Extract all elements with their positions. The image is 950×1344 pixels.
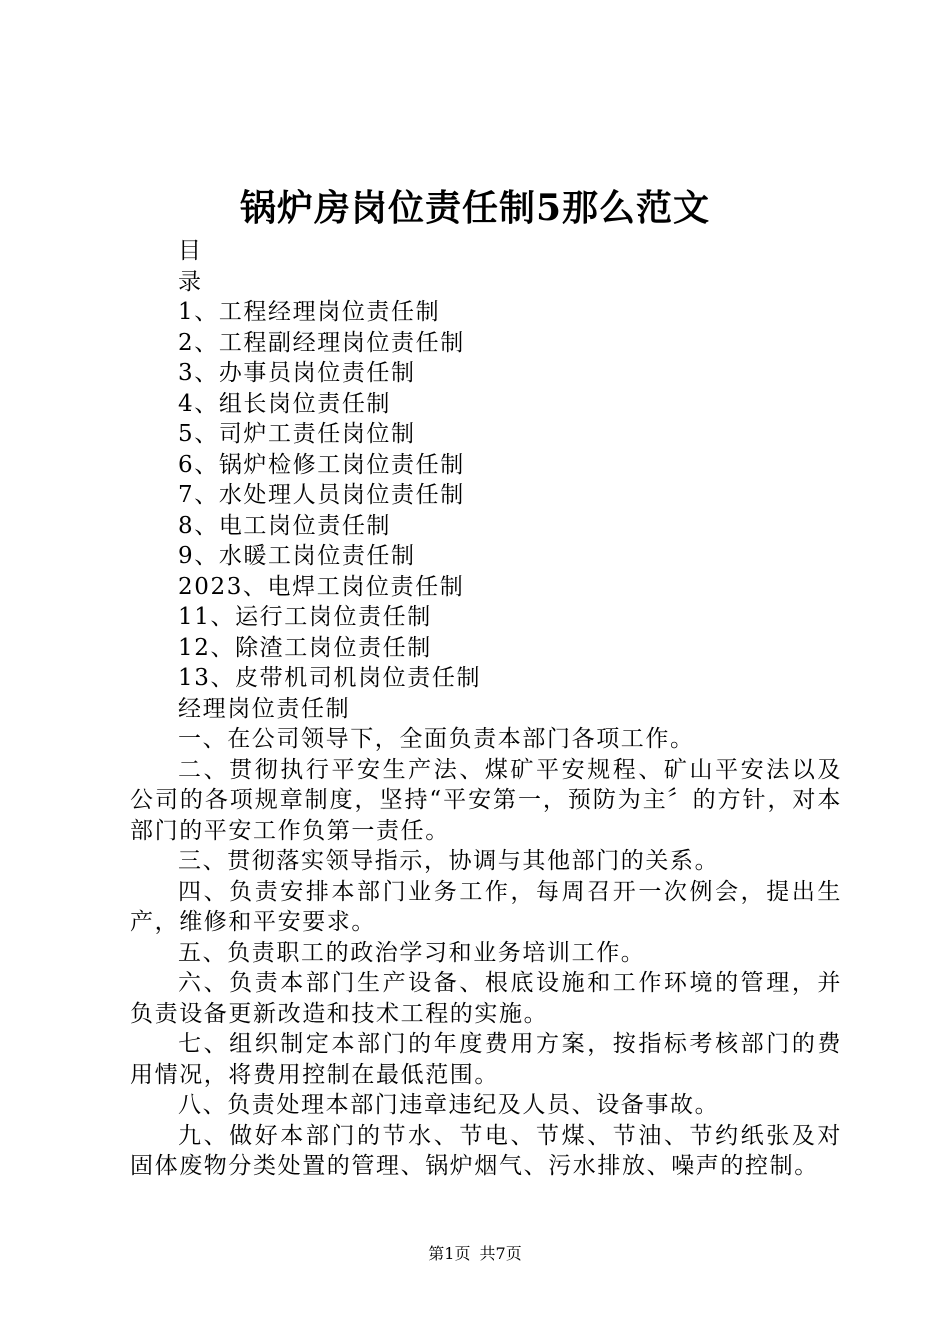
paragraph: 三、贯彻落实领导指示，协调与其他部门的关系。 [178, 848, 720, 874]
paragraph: 六、负责本部门生产设备、根底设施和工作环境的管理，并负责设备更新改造和技术工程的实施。 [130, 970, 842, 1027]
toc-item: 5、司炉工责任岗位制 [178, 421, 416, 447]
document-body [130, 236, 842, 1182]
paragraph: 四、负责安排本部门业务工作，每周召开一次例会，提出生产，维修和平安要求。 [130, 878, 842, 935]
page-number: 第1页 [428, 1244, 471, 1263]
paragraph: 七、组织制定本部门的年度费用方案，按指标考核部门的费用情况，将费用控制在最低范围。 [130, 1031, 842, 1088]
page-footer [0, 1243, 950, 1265]
toc-item: 8、电工岗位责任制 [178, 512, 392, 539]
toc-item: 3、办事员岗位责任制 [178, 360, 416, 386]
toc-item: 13、皮带机司机岗位责任制 [178, 665, 482, 691]
toc-item: 11、运行工岗位责任制 [178, 604, 432, 630]
toc-item: 2、工程副经理岗位责任制 [178, 329, 465, 356]
toc-item: 9、水暖工岗位责任制 [178, 543, 416, 569]
paragraph: 八、负责处理本部门违章违纪及人员、设备事故。 [178, 1092, 720, 1118]
toc-item: 6、锅炉检修工岗位责任制 [178, 451, 465, 478]
page-title: 锅炉房岗位责任制5那么范文 [239, 187, 711, 229]
toc-heading: 目 [178, 238, 203, 264]
page-total: 共7页 [479, 1244, 522, 1263]
paragraph: 五、负责职工的政治学习和业务培训工作。 [178, 939, 646, 966]
toc-item: 1、工程经理岗位责任制 [178, 299, 441, 325]
toc-item: 2023、电焊工岗位责任制 [178, 573, 465, 600]
toc-item: 4、组长岗位责任制 [178, 390, 392, 417]
toc-item: 12、除渣工岗位责任制 [178, 634, 432, 661]
toc-item: 7、水处理人员岗位责任制 [178, 482, 465, 508]
section-heading: 经理岗位责任制 [178, 695, 351, 722]
paragraph: 九、做好本部门的节水、节电、节煤、节油、节约纸张及对固体废物分类处置的管理、锅炉烟气、污水排放、噪声的控制。 [130, 1122, 842, 1179]
paragraph: 一、在公司领导下，全面负责本部门各项工作。 [178, 726, 695, 752]
paragraph: 二、贯彻执行平安生产法、煤矿平安规程、矿山平安法以及公司的各项规章制度，坚持“平安第一，预防为主〞的方针，对本部门的平安工作负第一责任。 [130, 756, 842, 844]
toc-heading: 录 [178, 268, 203, 295]
